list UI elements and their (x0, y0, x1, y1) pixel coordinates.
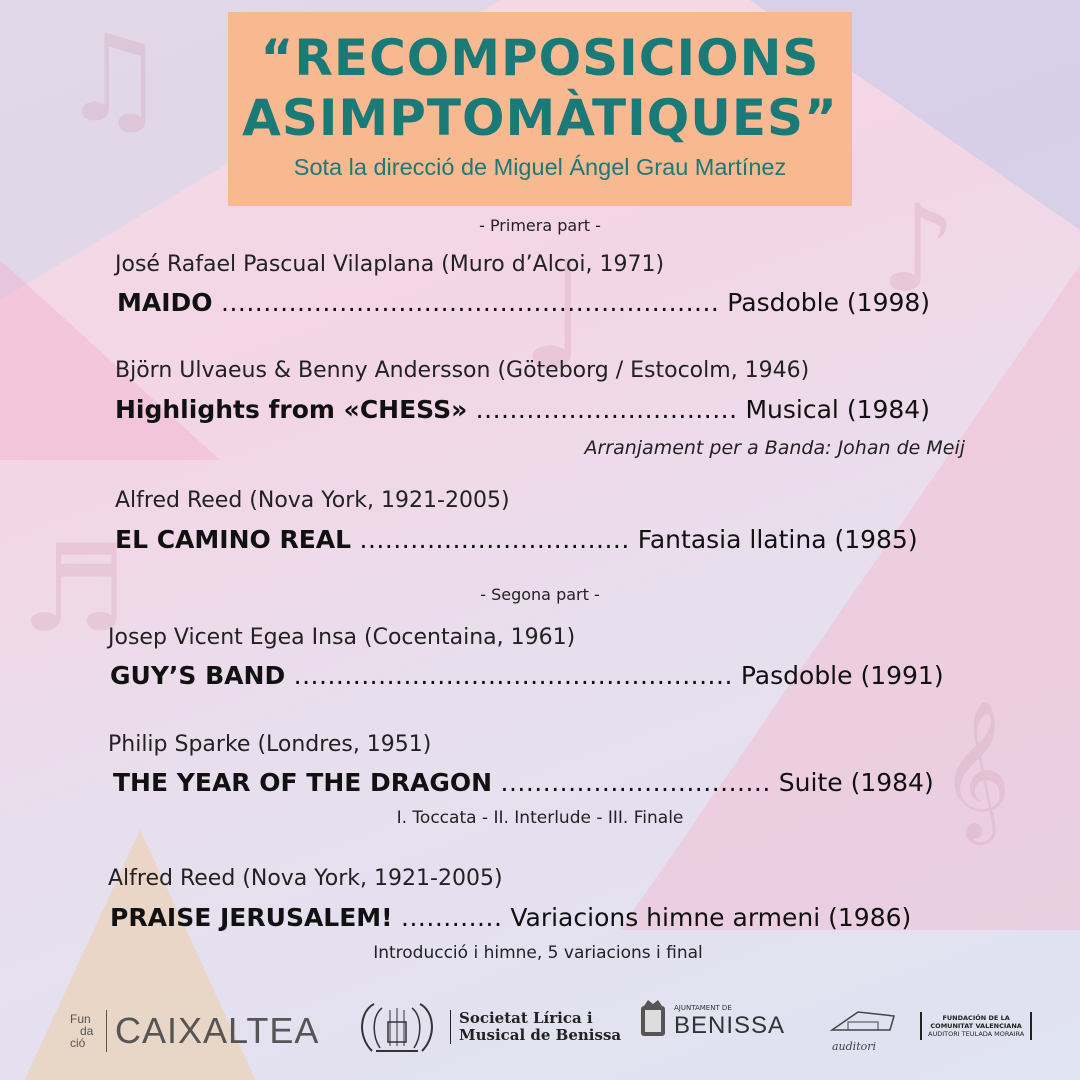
benissa-wordmark: BENISSA (674, 1012, 786, 1039)
piece-title: MAIDO (117, 288, 213, 317)
piece-line (115, 525, 918, 554)
title-line-2: ASIMPTOMÀTIQUES” (242, 89, 838, 147)
dot-leader: ........................................................... (212, 288, 720, 317)
societat-text: Societat Lírica i Musical de Benissa (450, 1010, 621, 1044)
piece-title: GUY’S BAND (110, 661, 286, 690)
music-note-icon: ♬ (20, 520, 128, 659)
piece-genre: Fantasia llatina (1985) (629, 525, 918, 554)
dot-leader: ............ (392, 903, 503, 932)
dot-leader: ............................... (467, 395, 738, 424)
auditori-logo (828, 1006, 908, 1053)
piece-title: Highlights from «CHESS» (115, 395, 468, 424)
fundacio-label: Fun da ció (70, 1012, 94, 1050)
piece-line (110, 661, 944, 690)
piece-line (113, 768, 934, 797)
piece-title: THE YEAR OF THE DRAGON (113, 768, 493, 797)
treble-clef-icon: 𝄞 (940, 700, 1011, 839)
ajuntament-label: AJUNTAMENT DE (674, 1004, 732, 1012)
societat-lirica-logo (352, 996, 621, 1058)
composer: Josep Vicent Egea Insa (Cocentaina, 1961) (108, 625, 576, 650)
movements-note: I. Toccata - II. Interlude - III. Finale (396, 808, 684, 828)
piece-title: EL CAMINO REAL (115, 525, 352, 554)
piece-genre: Musical (1984) (737, 395, 930, 424)
piece-line (115, 395, 930, 424)
composer: Alfred Reed (Nova York, 1921-2005) (108, 866, 503, 891)
piece-title: PRAISE JERUSALEM! (110, 903, 393, 932)
composer: José Rafael Pascual Vilaplana (Muro d’Alcoi, 1971) (115, 252, 665, 277)
piece-genre: Variacions himne armeni (1986) (502, 903, 912, 932)
part-one-label: - Primera part - (479, 216, 601, 235)
caixaltea-wordmark: CAIXALTEA (106, 1010, 319, 1052)
lyre-emblem-icon (352, 996, 442, 1058)
arrangement-note: Arranjament per a Banda: Johan de Meij (584, 437, 965, 459)
piece-genre: Pasdoble (1991) (732, 661, 944, 690)
title-banner (228, 12, 852, 206)
piece-line (110, 903, 911, 932)
title-line-1: “RECOMPOSICIONS (260, 29, 820, 87)
part-two-label: - Segona part - (480, 585, 600, 604)
auditori-wordmark: auditori (832, 1040, 877, 1053)
dot-leader: ................................ (351, 525, 630, 554)
ajuntament-benissa-logo (638, 998, 785, 1046)
sponsor-logos (0, 990, 1080, 1070)
piece-genre: Pasdoble (1998) (719, 288, 931, 317)
conductor-subtitle: Sota la direcció de Miguel Ángel Grau Martínez (293, 154, 787, 180)
fundacio-caixaltea-logo (70, 1010, 319, 1052)
piece-genre: Suite (1984) (770, 768, 934, 797)
coat-of-arms-icon (638, 998, 668, 1046)
composer: Alfred Reed (Nova York, 1921-2005) (115, 488, 510, 513)
music-note-icon: ♩ (520, 230, 591, 404)
composer: Björn Ulvaeus & Benny Andersson (Göteborg / Estocolm, 1946) (115, 358, 810, 383)
music-note-icon: ♫ (60, 10, 168, 149)
dot-leader: ................................ (492, 768, 771, 797)
piece-line (117, 288, 930, 317)
music-note-icon: ♪ (880, 180, 957, 319)
composer: Philip Sparke (Londres, 1951) (108, 732, 432, 757)
fundacion-cv-logo: FUNDACIÓN DE LA COMUNITAT VALENCIANA AUDITORI TEULADA MORAIRA (920, 1012, 1032, 1040)
variations-note: Introducció i himne, 5 variacions i final (373, 943, 703, 963)
dot-leader: .................................................... (285, 661, 733, 690)
